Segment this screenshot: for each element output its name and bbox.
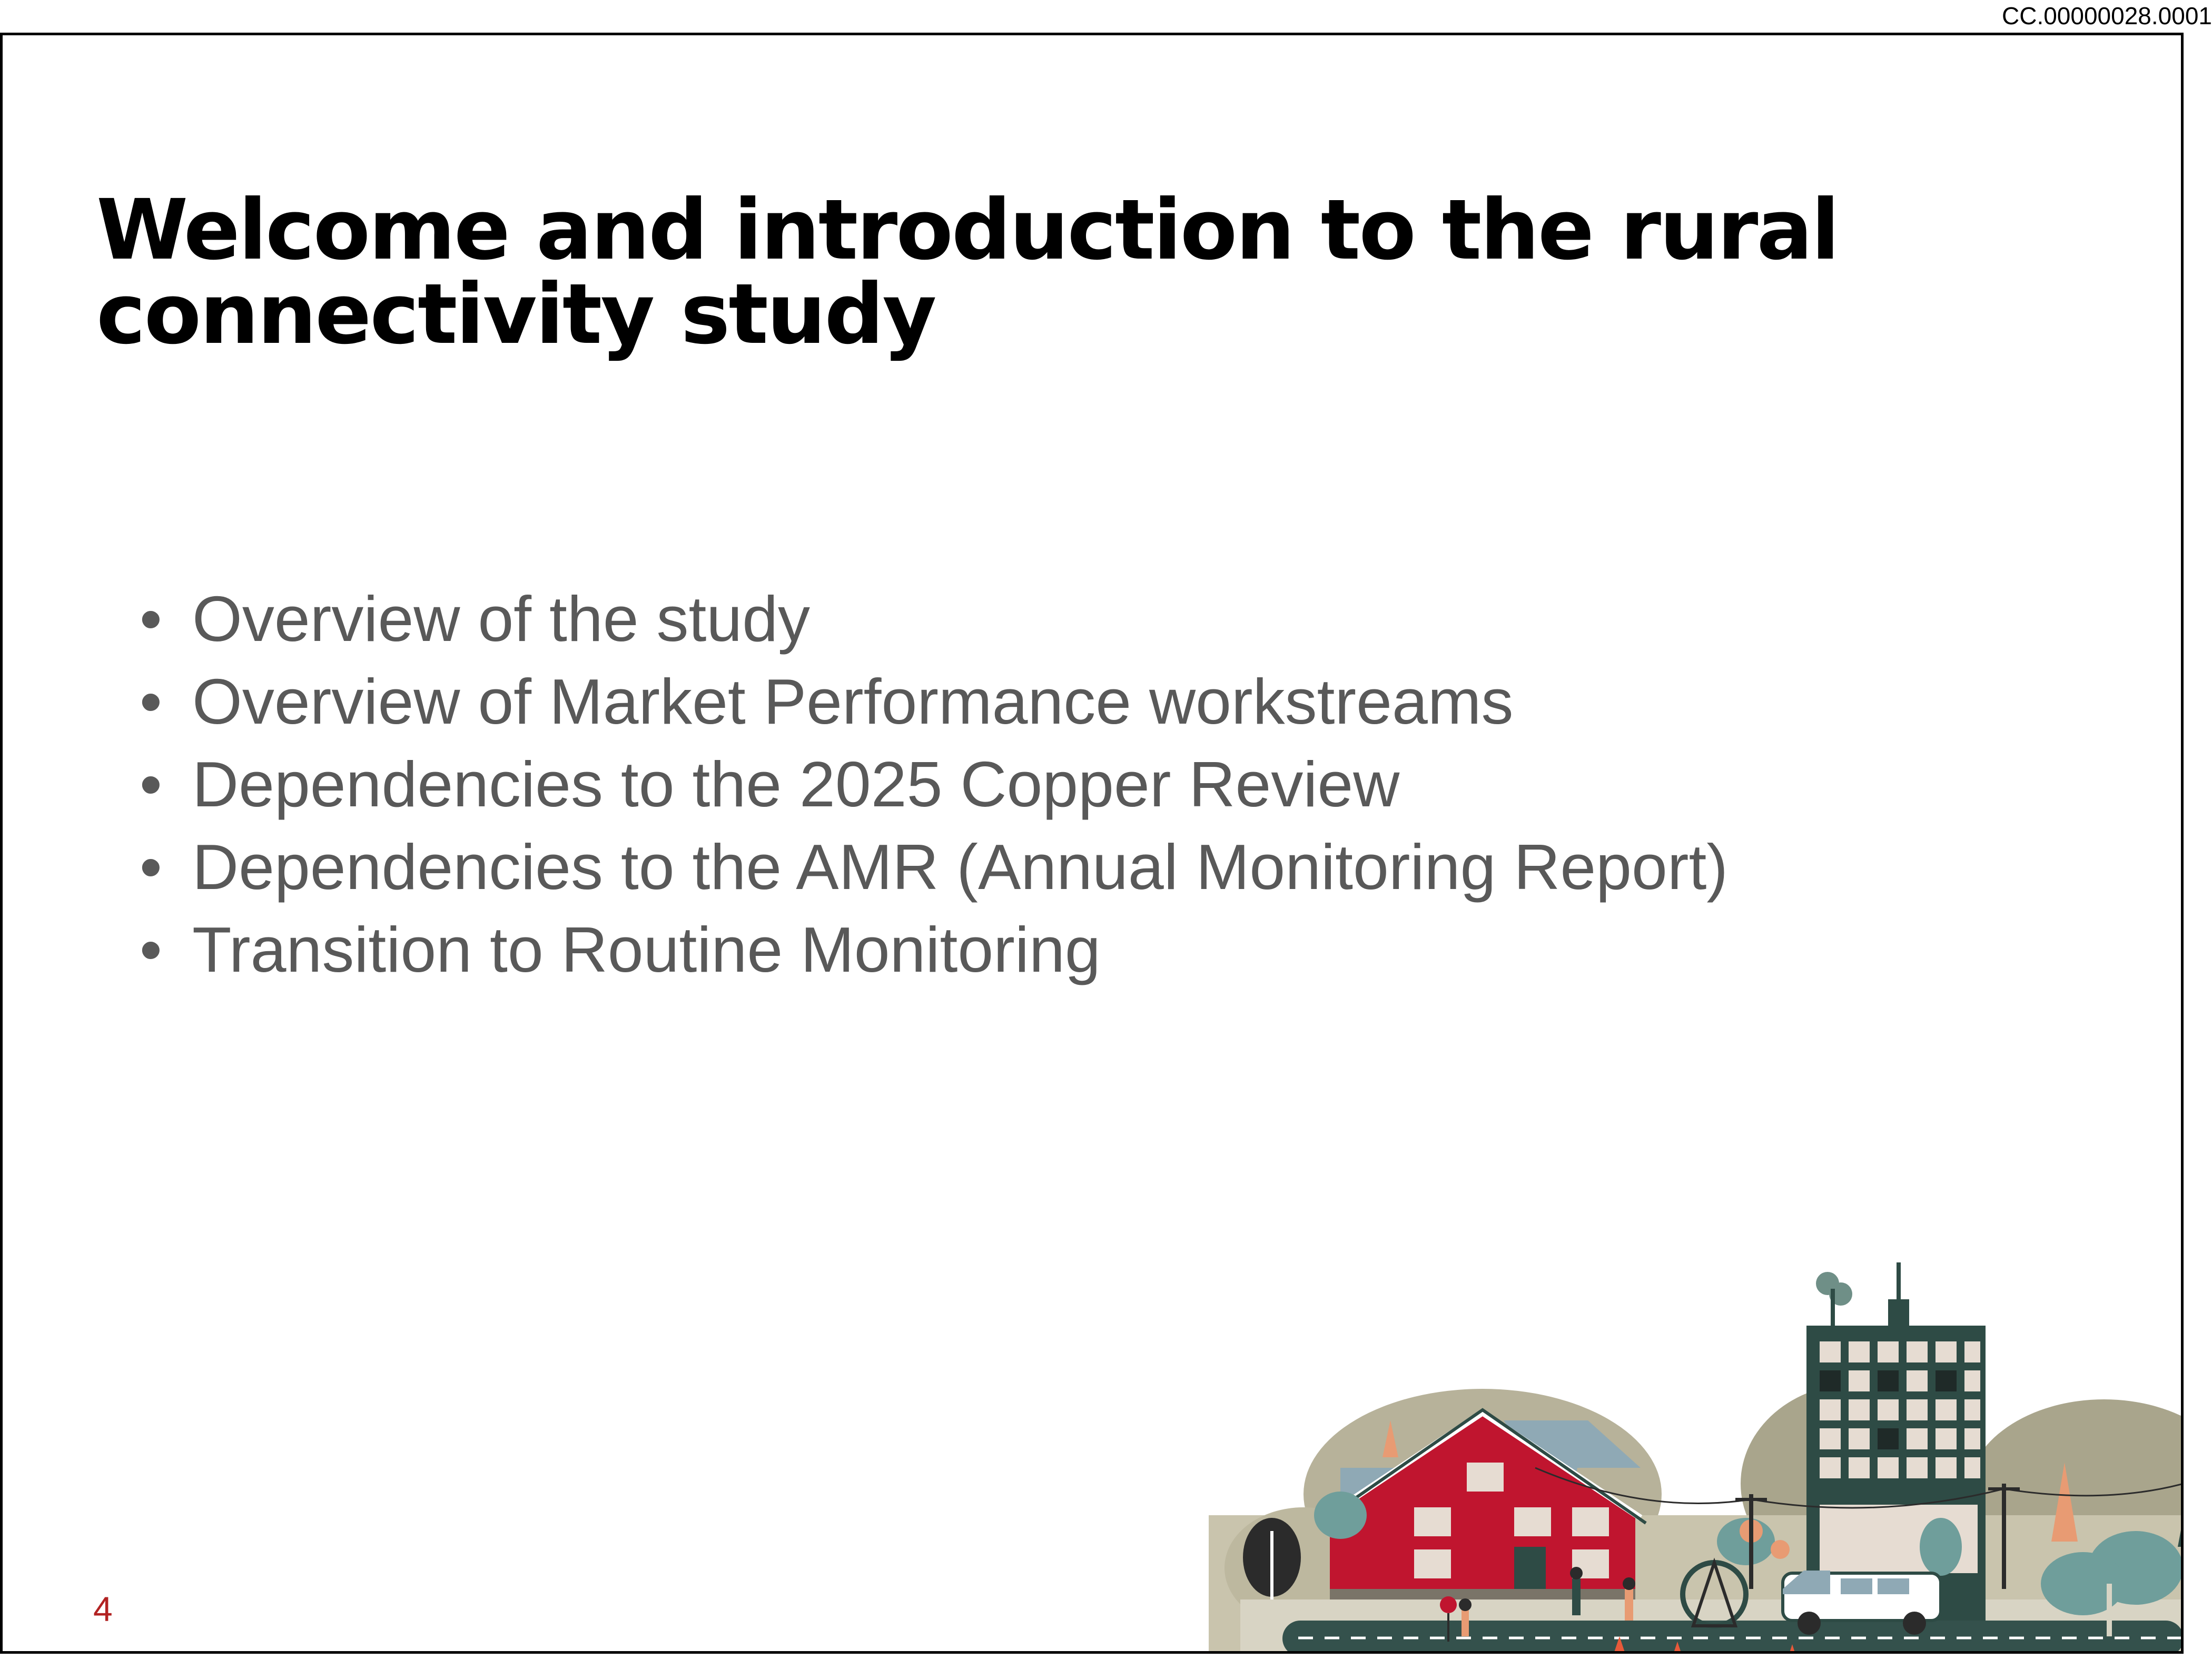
bullet-dot-icon: • — [140, 666, 162, 737]
bullet-dot-icon: • — [140, 748, 162, 820]
bullet-item — [140, 743, 1728, 826]
slide-title: Welcome and introduction to the rural connectivity study — [96, 182, 1839, 363]
bullet-item — [140, 660, 1728, 743]
page-number: 4 — [93, 1589, 113, 1628]
bullet-dot-icon: • — [140, 831, 162, 903]
bullet-item — [140, 908, 1728, 991]
bullet-dot-icon: • — [140, 583, 162, 655]
bullet-item — [140, 826, 1728, 908]
bullet-text: Transition to Routine Monitoring — [192, 914, 1101, 985]
bullet-item — [140, 578, 1728, 660]
slide — [0, 33, 2184, 1654]
rural-town-illustration-icon — [1209, 1220, 2184, 1654]
bullet-text: Dependencies to the 2025 Copper Review — [192, 748, 1400, 820]
bullet-text: Overview of Market Performance workstreams — [192, 666, 1514, 737]
document-id: CC.00000028.0001 — [2002, 2, 2212, 29]
bullet-list — [140, 578, 1728, 991]
bullet-dot-icon: • — [140, 914, 162, 985]
bullet-text: Overview of the study — [192, 583, 811, 655]
bullet-text: Dependencies to the AMR (Annual Monitoring Report) — [192, 831, 1729, 903]
